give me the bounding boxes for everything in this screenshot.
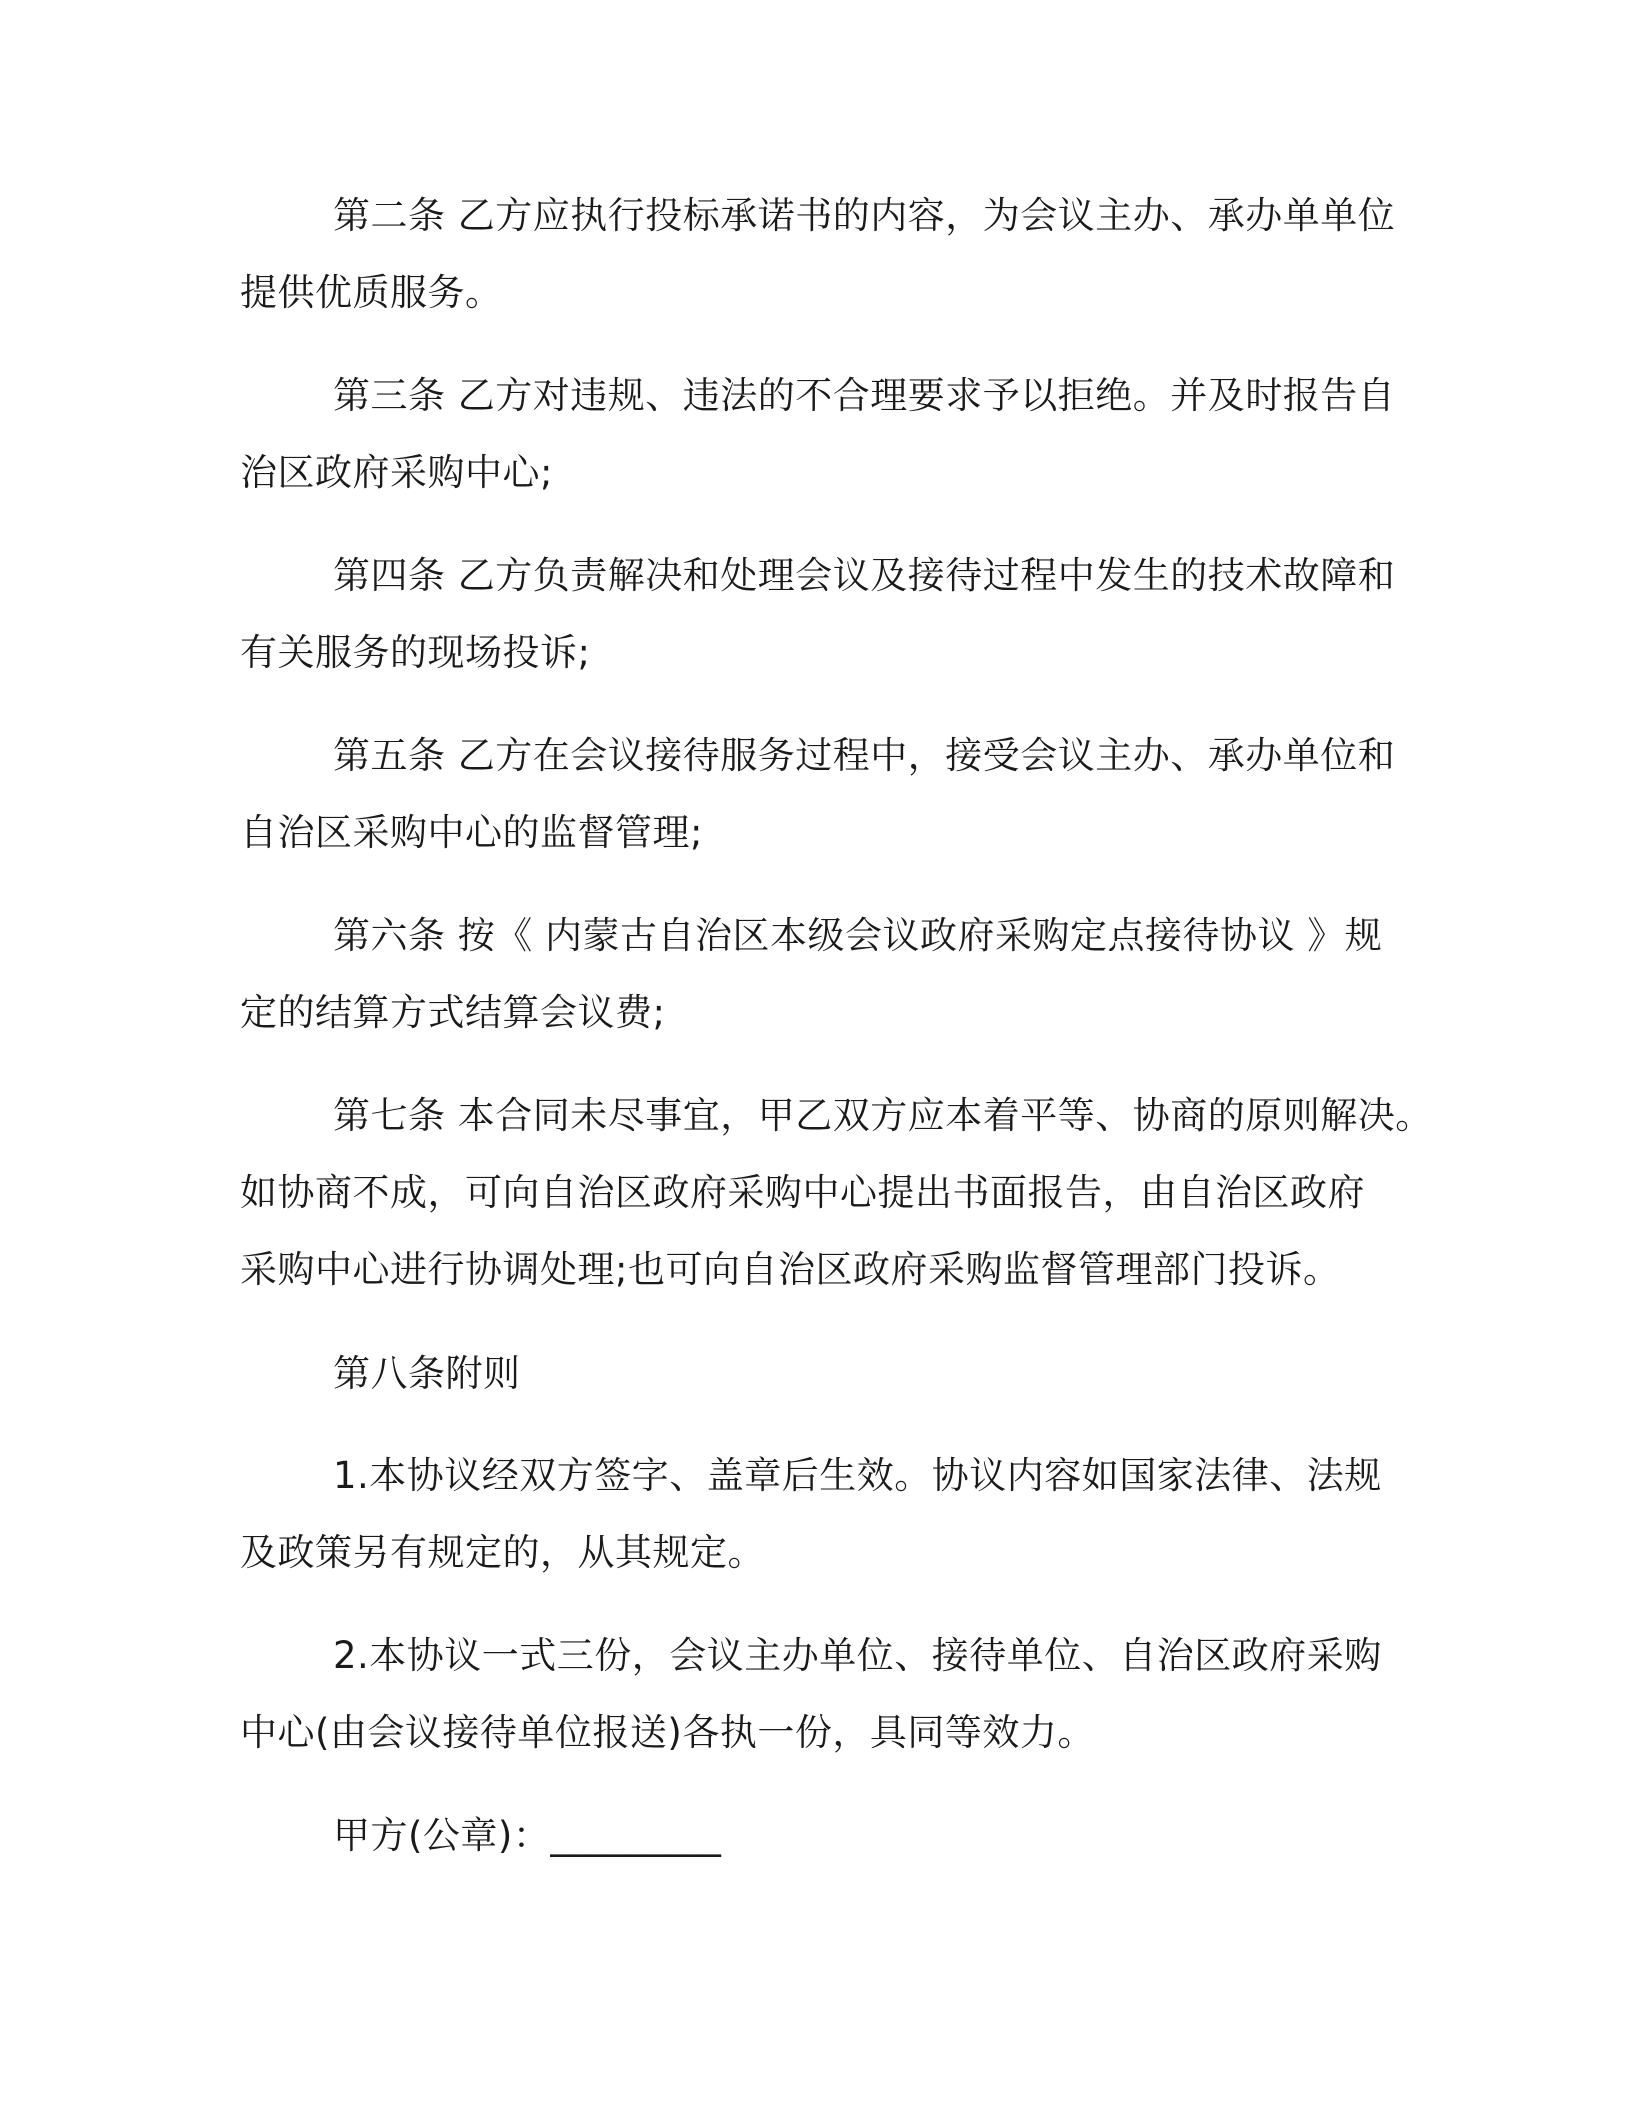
party-a-seal-line: 甲方(公章)：_________ xyxy=(333,1814,722,1857)
article-7-line-2: 如协商不成，可向自治区政府采购中心提出书面报告，由自治区政府 xyxy=(240,1171,1365,1214)
article-2-line-1: 第二条 乙方应执行投标承诺书的内容，为会议主办、承办单单位 xyxy=(333,194,1396,237)
article-7-line-3: 采购中心进行协调处理;也可向自治区政府采购监督管理部门投诉。 xyxy=(240,1248,1341,1291)
article-4-line-2: 有关服务的现场投诉; xyxy=(240,631,591,674)
clause-2-line-1: 2.本协议一式三份，会议主办单位、接待单位、自治区政府采购 xyxy=(333,1634,1382,1677)
article-6-line-1: 第六条 按《 内蒙古自治区本级会议政府采购定点接待协议 》规 xyxy=(333,914,1383,957)
clause-1-line-2: 及政策另有规定的，从其规定。 xyxy=(240,1531,765,1574)
clause-1-line-1: 1.本协议经双方签字、盖章后生效。协议内容如国家法律、法规 xyxy=(333,1454,1382,1497)
article-5-line-2: 自治区采购中心的监督管理; xyxy=(240,811,703,854)
article-3-line-1: 第三条 乙方对违规、违法的不合理要求予以拒绝。并及时报告自 xyxy=(333,374,1396,417)
article-6-line-2: 定的结算方式结算会议费; xyxy=(240,991,666,1034)
article-5-line-1: 第五条 乙方在会议接待服务过程中，接受会议主办、承办单位和 xyxy=(333,734,1396,777)
clause-2-line-2: 中心(由会议接待单位报送)各执一份，具同等效力。 xyxy=(240,1711,1095,1754)
article-7-line-1: 第七条 本合同未尽事宜，甲乙双方应本着平等、协商的原则解决。 xyxy=(333,1094,1433,1137)
article-4-line-1: 第四条 乙方负责解决和处理会议及接待过程中发生的技术故障和 xyxy=(333,554,1396,597)
article-8-heading: 第八条附则 xyxy=(333,1352,521,1395)
article-2-line-2: 提供优质服务。 xyxy=(240,271,503,314)
article-3-line-2: 治区政府采购中心; xyxy=(240,451,553,494)
